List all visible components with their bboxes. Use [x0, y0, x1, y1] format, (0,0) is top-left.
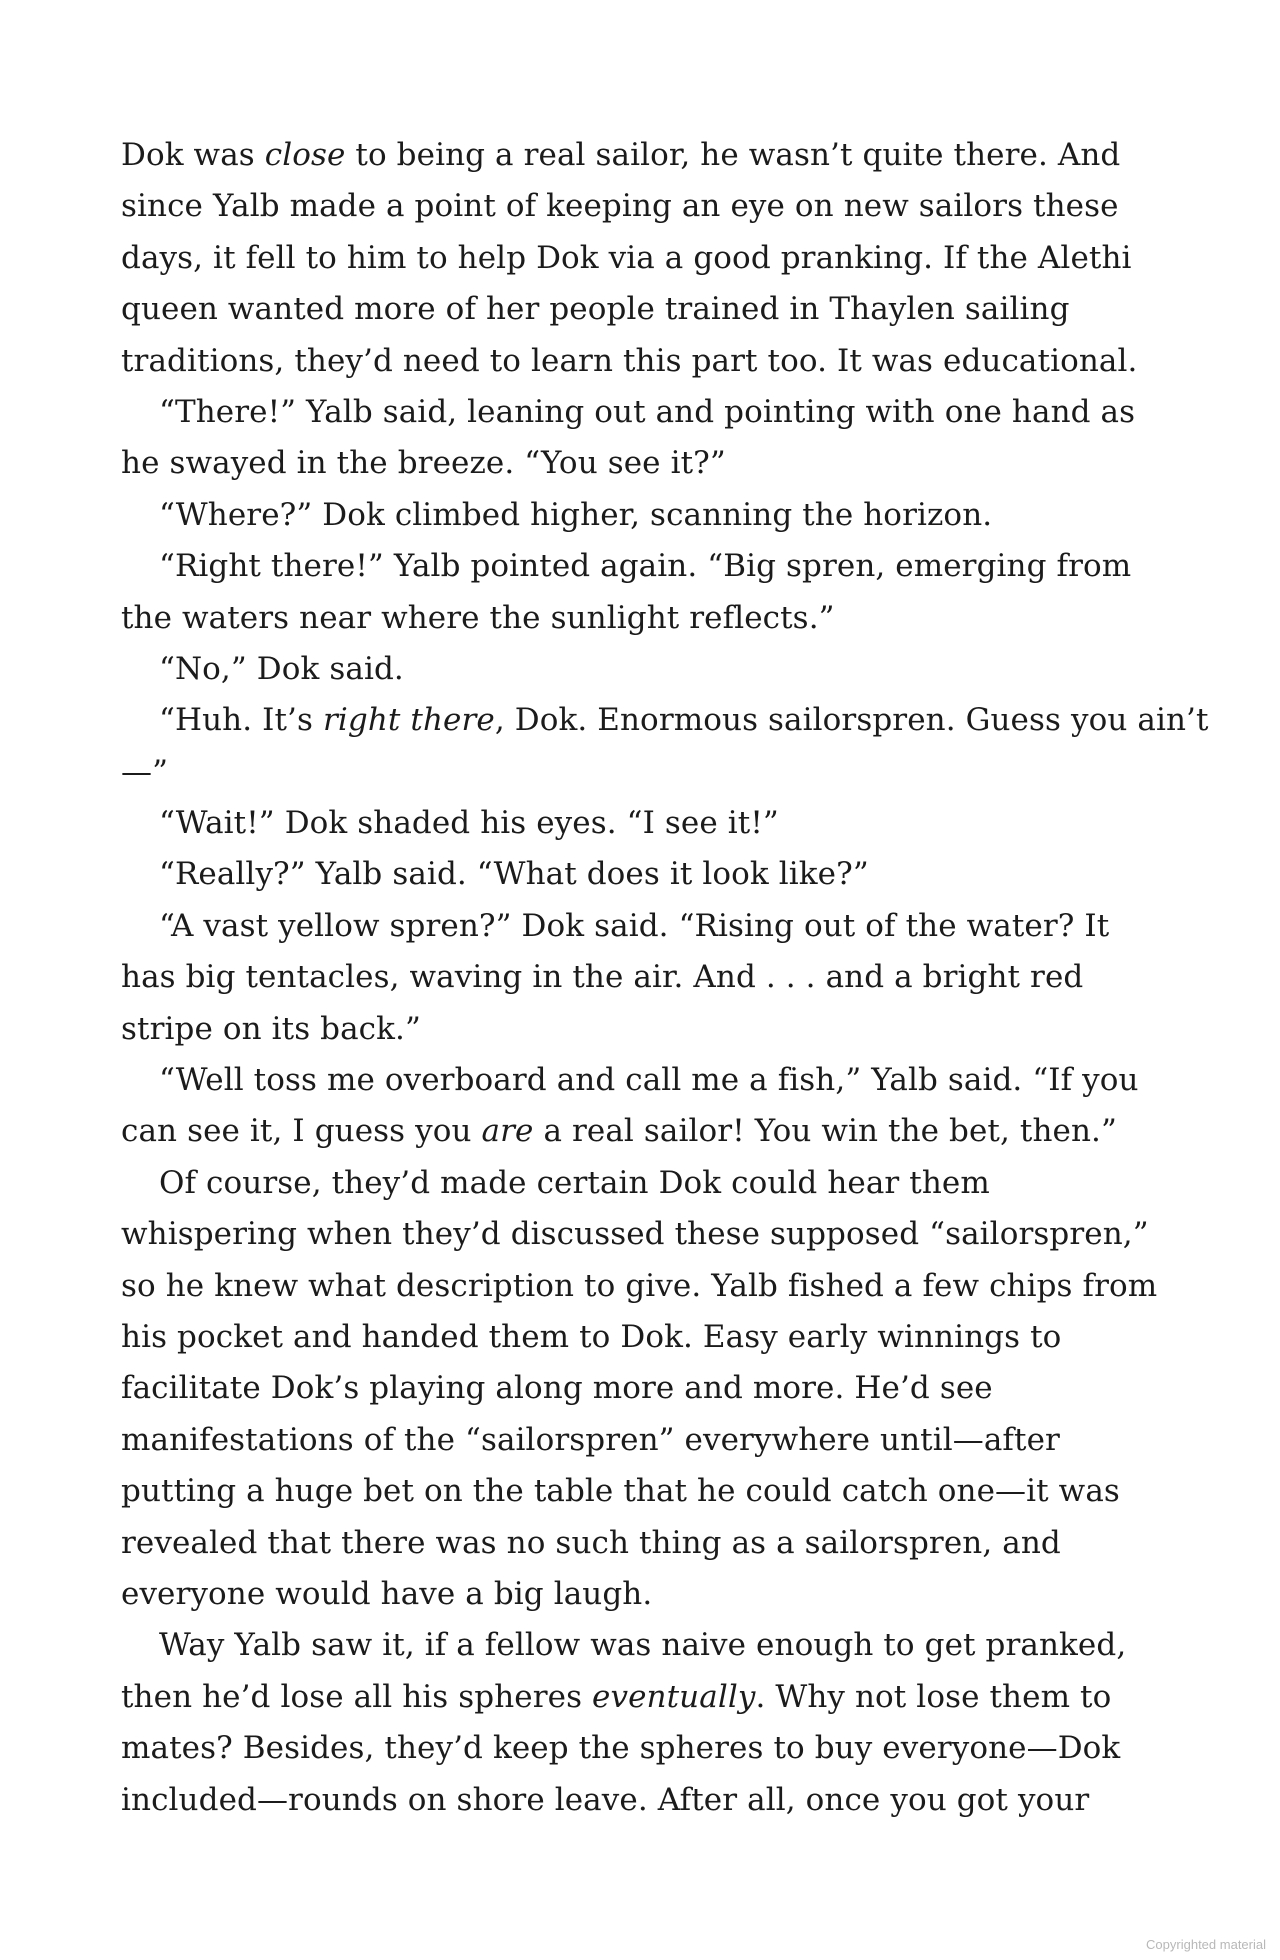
text-line	[121, 901, 1171, 952]
text-line	[121, 181, 1171, 232]
text-run: “A vast yellow spren?” Dok said. “Rising out of the water? It	[159, 907, 1110, 944]
text-run: so he knew what description to give. Yalb fished a few chips from	[121, 1267, 1158, 1304]
text-line	[121, 1672, 1171, 1723]
text-run: Way Yalb saw it, if a fellow was naive enough to get pranked,	[159, 1627, 1127, 1664]
text-run: “No,” Dok said.	[159, 650, 404, 687]
text-run: “Right there!” Yalb pointed again. “Big spren, emerging from	[159, 548, 1132, 585]
text-run: “There!” Yalb said, leaning out and pointing with one hand as	[159, 393, 1136, 430]
text-run: his pocket and handed them to Dok. Easy early winnings to	[121, 1318, 1062, 1355]
text-line	[121, 490, 1171, 541]
text-line	[121, 1158, 1171, 1209]
text-line	[121, 387, 1171, 438]
text-line	[121, 593, 1171, 644]
text-run: “Huh. It’s	[159, 702, 323, 739]
text-run: Dok was	[121, 137, 265, 173]
text-line	[121, 695, 1209, 746]
text-run: then he’d lose all his spheres	[121, 1678, 593, 1715]
text-line	[121, 1363, 1171, 1414]
text-run: mates? Besides, they’d keep the spheres to buy everyone—Dok	[121, 1730, 1121, 1767]
text-run: whispering when they’d discussed these supposed “sailorspren,”	[121, 1216, 1149, 1253]
text-run: putting a huge bet on the table that he could catch one—it was	[121, 1473, 1120, 1510]
text-run: everyone would have a big laugh.	[121, 1575, 653, 1612]
italic-text: eventually	[592, 1678, 756, 1715]
text-line	[121, 1466, 1171, 1517]
text-run: “Wait!” Dok shaded his eyes. “I see it!”	[159, 805, 779, 842]
text-line	[121, 798, 1171, 849]
text-run: traditions, they’d need to learn this part too. It was educational.	[121, 342, 1138, 379]
text-line	[121, 644, 1171, 695]
text-line	[121, 233, 1171, 284]
text-line	[121, 130, 1171, 181]
body-text	[121, 130, 1209, 1826]
text-line	[121, 284, 1171, 335]
text-line	[121, 1518, 1171, 1569]
text-run: days, it fell to him to help Dok via a good pranking. If the Alethi	[121, 239, 1132, 276]
italic-text: are	[481, 1113, 534, 1150]
text-run: he swayed in the breeze. “You see it?”	[121, 445, 726, 482]
text-line	[121, 1775, 1171, 1826]
italic-text: close	[264, 137, 346, 173]
text-run: stripe on its back.”	[121, 1010, 421, 1047]
text-run: facilitate Dok’s playing along more and more. He’d see	[121, 1370, 993, 1407]
text-run: can see it, I guess you	[121, 1113, 482, 1150]
text-line	[121, 1209, 1171, 1260]
text-run: to being a real sailor, he wasn’t quite there. And	[345, 137, 1121, 173]
text-line	[121, 1723, 1171, 1774]
text-run: a real sailor! You win the bet, then.”	[533, 1113, 1117, 1150]
text-run: has big tentacles, waving in the air. And . . . and a bright red	[121, 959, 1084, 996]
text-run: “Where?” Dok climbed higher, scanning the horizon.	[159, 496, 993, 533]
text-run: manifestations of the “sailorspren” everywhere until—after	[121, 1421, 1060, 1458]
text-line	[121, 1055, 1171, 1106]
text-line	[121, 747, 1171, 798]
text-line	[121, 952, 1171, 1003]
copyright-notice: Copyrighted material	[1146, 1937, 1266, 1952]
text-line	[121, 1312, 1171, 1363]
text-run: since Yalb made a point of keeping an eye on new sailors these	[121, 188, 1119, 225]
text-run: Of course, they’d made certain Dok could hear them	[159, 1164, 990, 1201]
text-run: revealed that there was no such thing as a sailorspren, and	[121, 1524, 1061, 1561]
text-line	[121, 1004, 1171, 1055]
text-run: queen wanted more of her people trained in Thaylen sailing	[121, 291, 1070, 328]
text-run: “Well toss me overboard and call me a fish,” Yalb said. “If you	[159, 1062, 1139, 1099]
text-run: —”	[121, 753, 169, 790]
text-line	[121, 1569, 1171, 1620]
text-run: . Why not lose them to	[755, 1678, 1112, 1715]
italic-text: right there	[322, 702, 495, 739]
text-run: “Really?” Yalb said. “What does it look like?”	[159, 856, 869, 893]
text-line	[121, 849, 1171, 900]
text-line	[121, 541, 1171, 592]
text-run: , Dok. Enormous sailorspren. Guess you ain’t	[494, 702, 1209, 739]
text-line	[121, 1106, 1171, 1157]
text-line	[121, 336, 1171, 387]
text-line	[121, 1415, 1171, 1466]
text-line	[121, 1620, 1171, 1671]
text-run: the waters near where the sunlight reflects.”	[121, 599, 835, 636]
text-line	[121, 438, 1171, 489]
text-line	[121, 1261, 1171, 1312]
text-run: included—rounds on shore leave. After all, once you got your	[121, 1781, 1090, 1818]
